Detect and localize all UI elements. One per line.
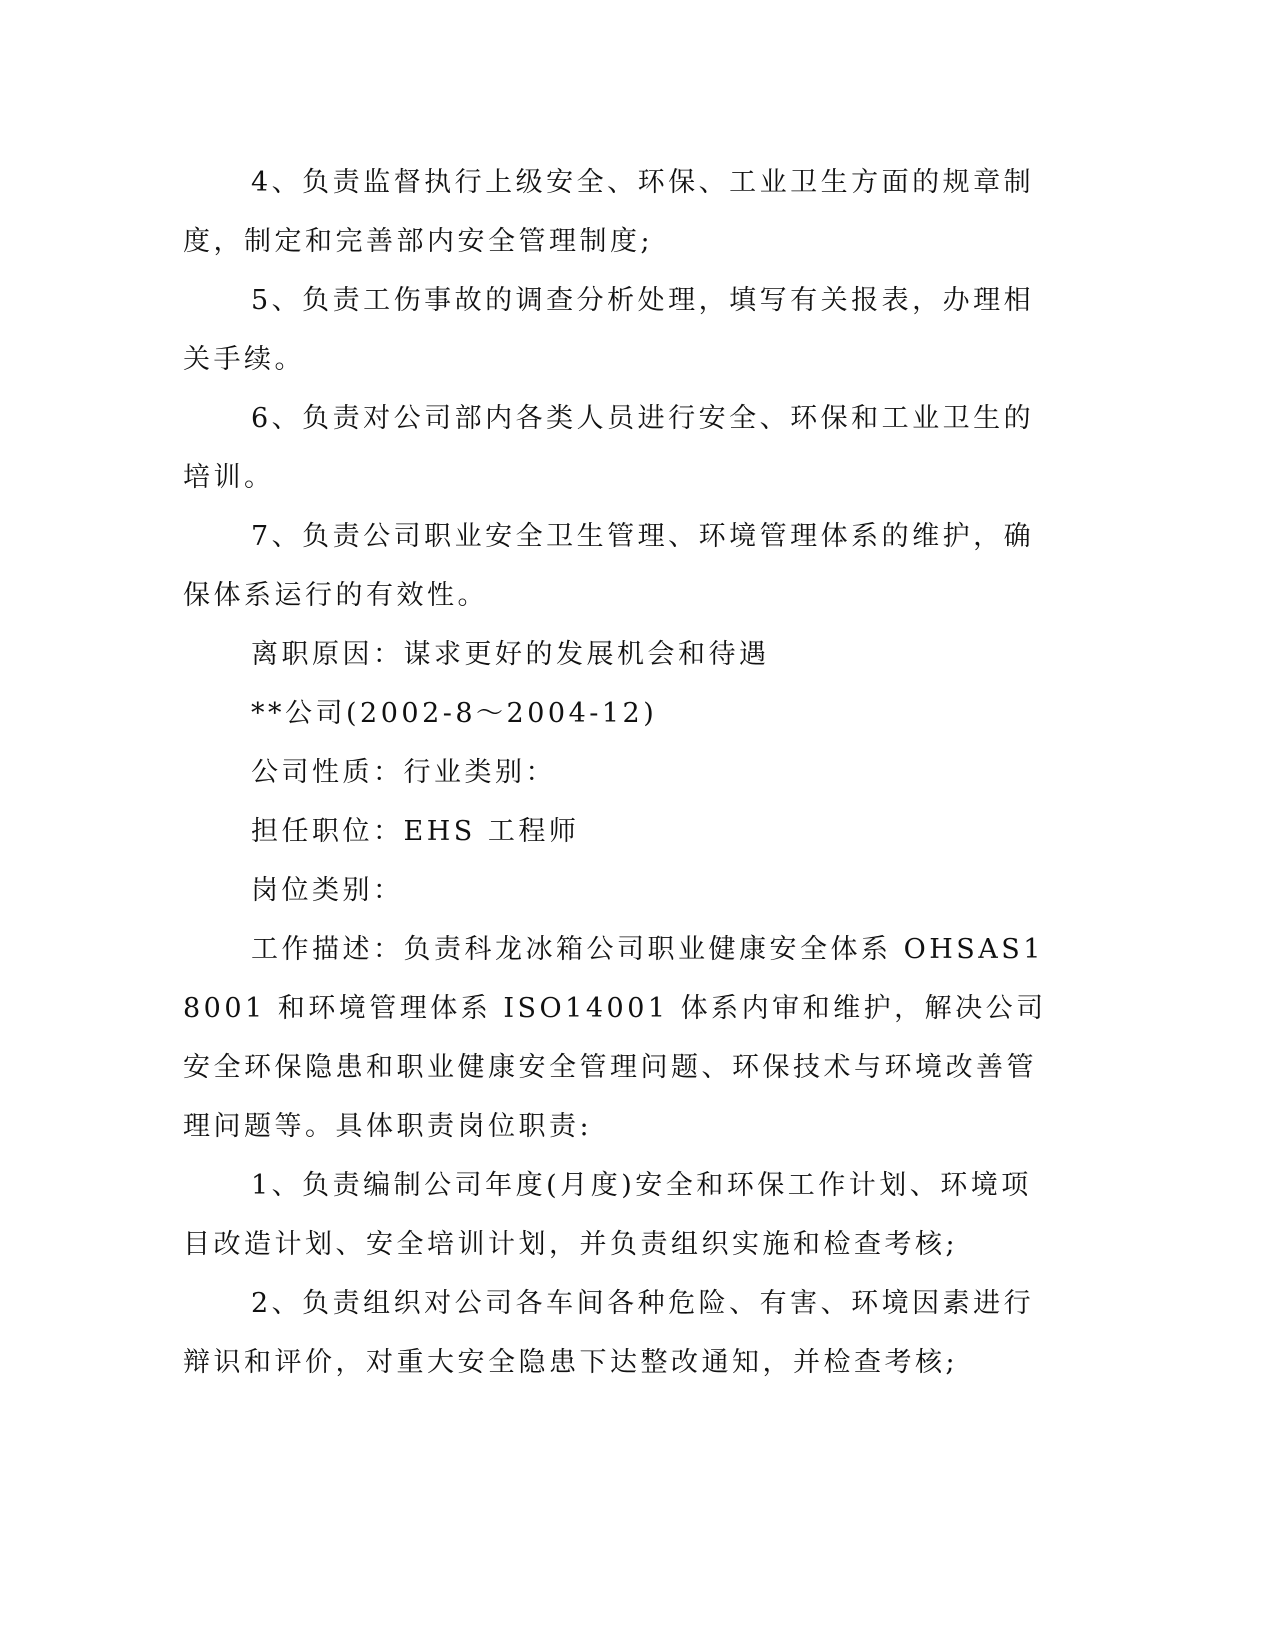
duty-item-6: 6、负责对公司部内各类人员进行安全、环保和工业卫生的培训。	[183, 403, 1035, 493]
company-period: **公司(2002-8～2004-12)	[251, 698, 658, 729]
duty-item-4: 4、负责监督执行上级安全、环保、工业卫生方面的规章制度，制定和完善部内安全管理制度;	[183, 167, 1035, 257]
responsibility-item-2: 2、负责组织对公司各车间各种危险、有害、环境因素进行辩识和评价，对重大安全隐患下达整改通知，并检查考核;	[183, 1288, 1035, 1378]
company-nature: 公司性质：行业类别：	[251, 757, 556, 788]
leave-reason: 离职原因：谋求更好的发展机会和待遇	[251, 639, 770, 670]
job-title: 担任职位：EHS 工程师	[251, 816, 580, 847]
job-category: 岗位类别：	[251, 875, 404, 906]
document-body	[183, 153, 1053, 1392]
duty-item-5: 5、负责工伤事故的调查分析处理，填写有关报表，办理相关手续。	[183, 285, 1035, 375]
responsibility-item-1: 1、负责编制公司年度(月度)安全和环保工作计划、环境项目改造计划、安全培训计划，并负责组织实施和检查考核;	[183, 1170, 1032, 1260]
job-description: 工作描述：负责科龙冰箱公司职业健康安全体系 OHSAS18001 和环境管理体系 ISO14001 体系内审和维护，解决公司安全环保隐患和职业健康安全管理问题、环保技术与环境改善管理问题等。具体职责岗位职责:	[183, 934, 1047, 1142]
duty-item-7: 7、负责公司职业安全卫生管理、环境管理体系的维护，确保体系运行的有效性。	[183, 521, 1035, 611]
